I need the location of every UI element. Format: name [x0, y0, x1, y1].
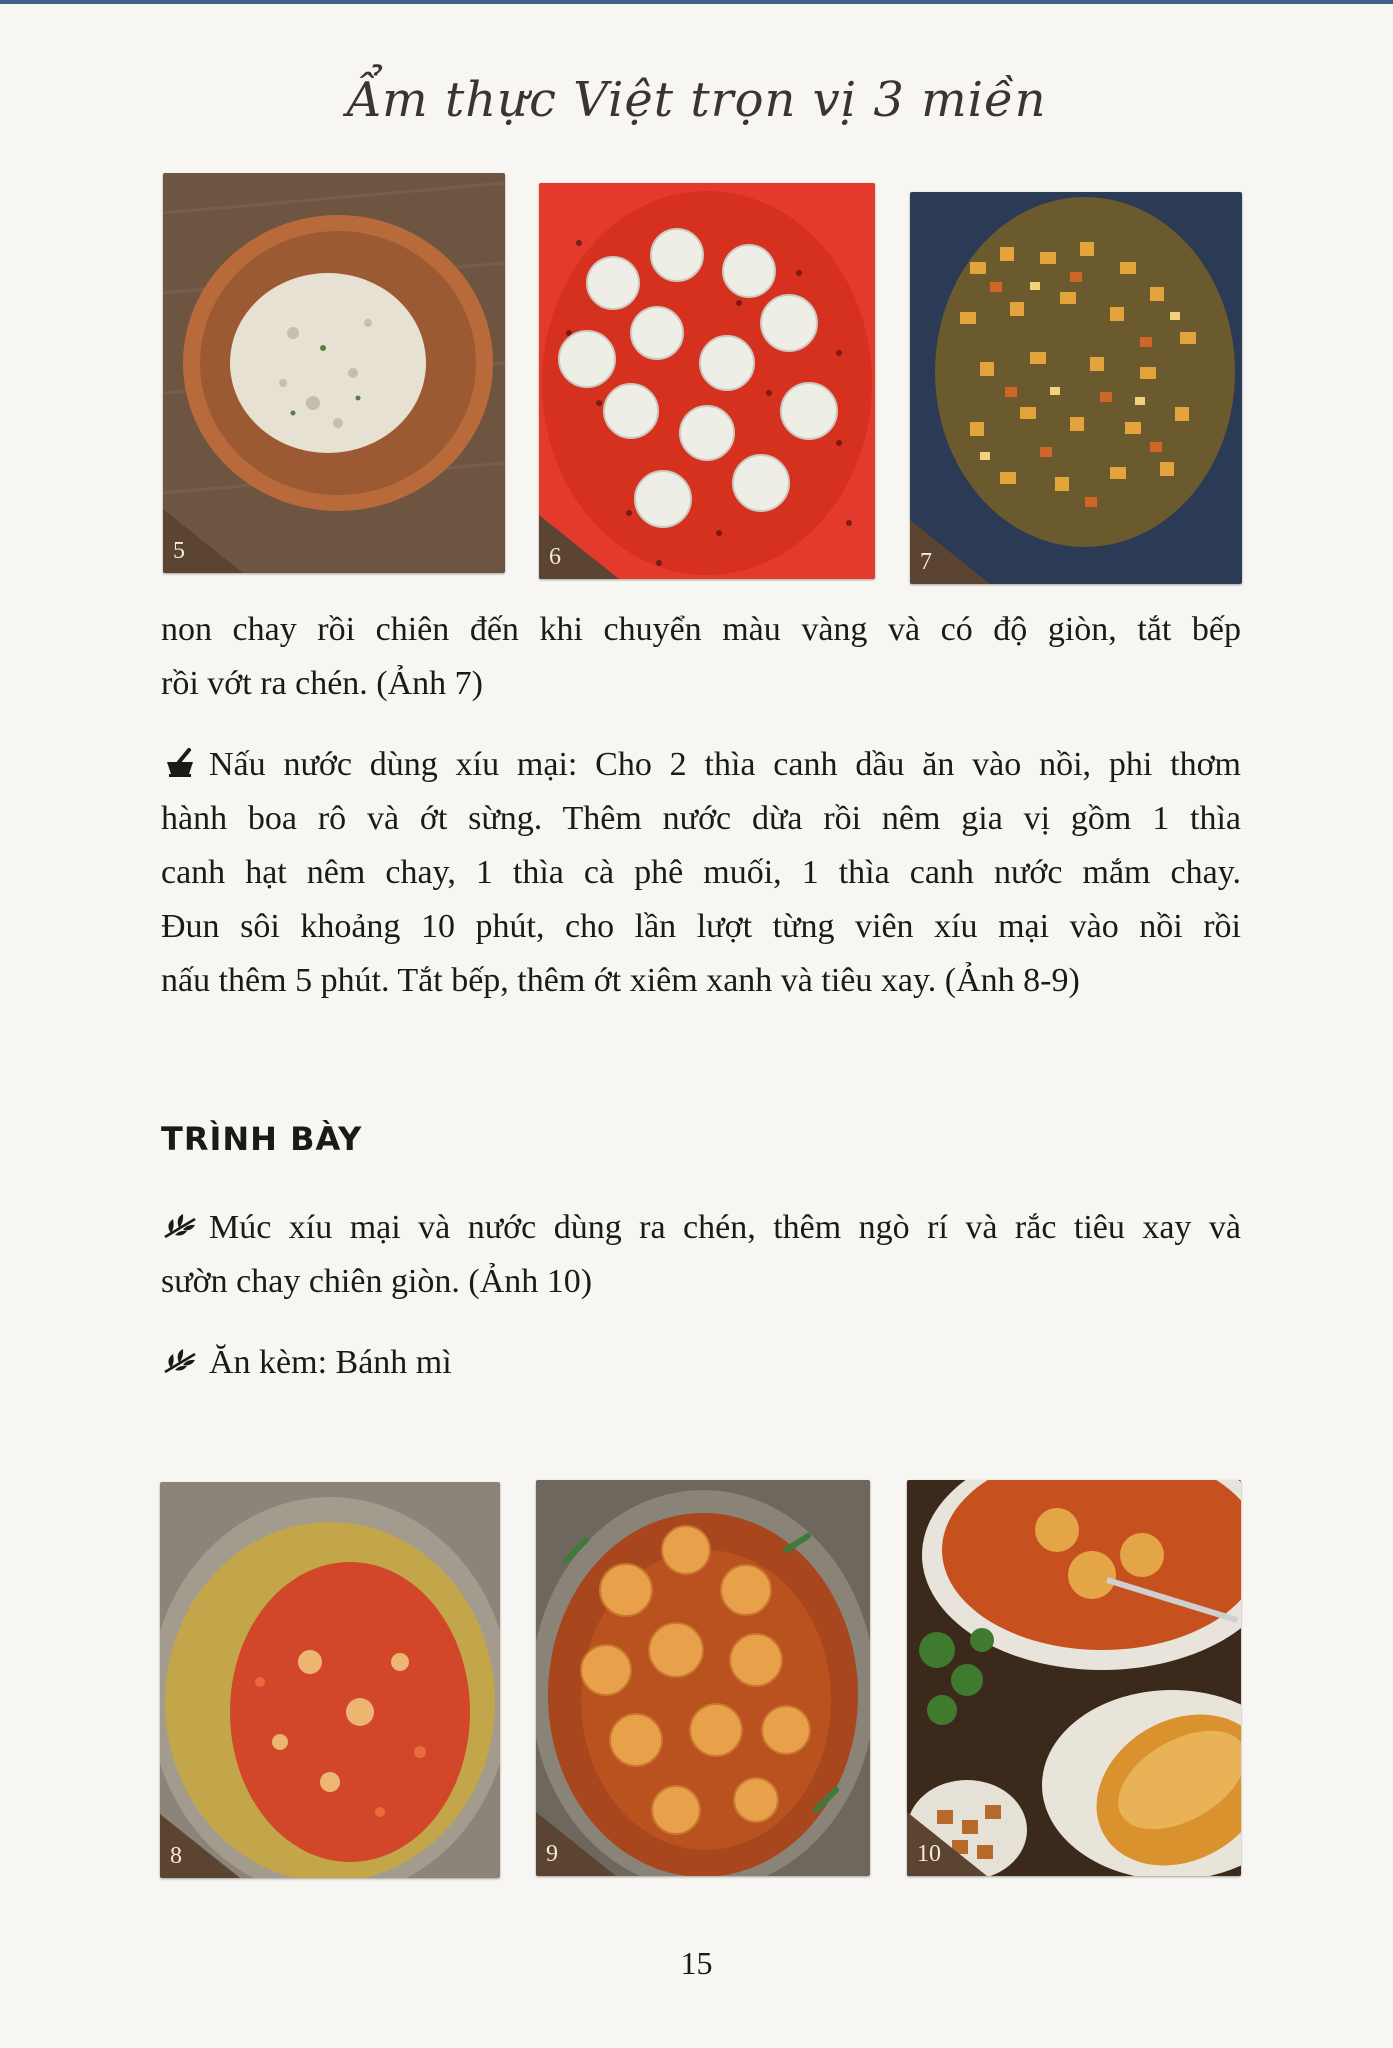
paragraph-line: rồi vớt ra chén. (Ảnh 7) [161, 665, 483, 702]
step-serve-line: sườn chay chiên giòn. (Ảnh 10) [161, 1263, 593, 1300]
step-broth-line: nấu thêm 5 phút. Tắt bếp, thêm ớt xiêm xanh và tiêu xay. (Ảnh 8-9) [161, 962, 1080, 999]
paragraph-fry-continuation [161, 603, 1241, 711]
section-heading: TRÌNH BÀY [161, 1120, 363, 1158]
step-serve [161, 1201, 1241, 1309]
photo-5-flour-bowl [163, 173, 505, 573]
photo-number: 10 [917, 1841, 941, 1867]
photo-number: 8 [170, 1843, 182, 1869]
photo-6-steamed-balls [539, 183, 875, 579]
herb-sprig-icon [161, 1211, 199, 1241]
photo-number: 7 [920, 549, 932, 575]
page-number: 15 [680, 1945, 713, 1981]
mortar-pestle-icon [161, 748, 199, 778]
photo-number: 6 [549, 544, 561, 570]
top-edge-bar [0, 0, 1393, 4]
step-broth-line: Nấu nước dùng xíu mại: Cho 2 thìa canh dầu ăn vào nồi, phi thơm [209, 746, 1241, 783]
step-serve-line: Múc xíu mại và nước dùng ra chén, thêm ngò rí và rắc tiêu xay và [209, 1209, 1241, 1246]
side-dish-text: Ăn kèm: Bánh mì [209, 1344, 452, 1381]
step-broth-line: hành boa rô và ớt sừng. Thêm nước dừa rồi nêm gia vị gồm 1 thìa [161, 800, 1241, 837]
page-header-title: Ẩm thực Việt trọn vị 3 miền [346, 72, 1047, 128]
herb-sprig-icon [161, 1346, 199, 1376]
paragraph-line: non chay rồi chiên đến khi chuyển màu vàng và có độ giòn, tắt bếp [161, 611, 1241, 648]
step-broth-line: canh hạt nêm chay, 1 thìa cà phê muối, 1 thìa canh nước mắm chay. [161, 854, 1241, 891]
photo-7-fried-tofu [910, 192, 1242, 584]
step-side-dish [161, 1336, 1241, 1390]
photo-number: 5 [173, 538, 185, 564]
photo-9-meatballs-in-broth [536, 1480, 870, 1876]
photo-10-served-soup [907, 1480, 1241, 1876]
step-broth-line: Đun sôi khoảng 10 phút, cho lần lượt từng viên xíu mại vào nồi rồi [161, 908, 1241, 945]
photo-number: 9 [546, 1841, 558, 1867]
step-broth [161, 738, 1241, 1008]
photo-8-chili-broth [160, 1482, 500, 1878]
